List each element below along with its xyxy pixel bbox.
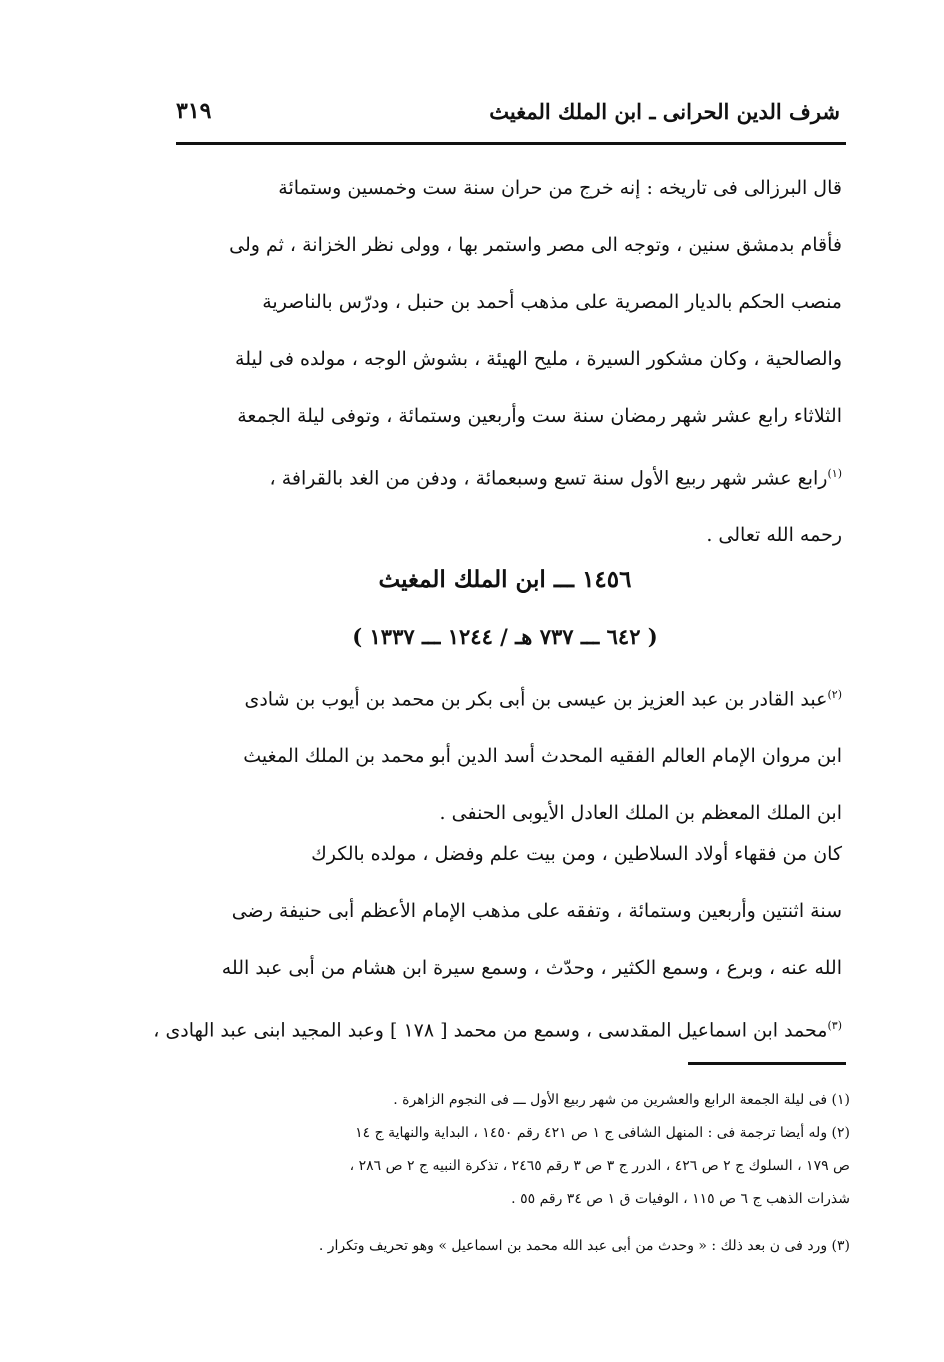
footnote-1: (١) فى ليلة الجمعة الرابع والعشرين من شهر ربيع الأول ـــ فى النجوم الزاهرة . — [393, 1092, 850, 1108]
entry-paragraph-1 — [168, 666, 842, 842]
entry-paragraph-2 — [153, 826, 842, 1059]
footnote-ref: (١) — [827, 467, 842, 480]
entry-title: ١٤٥٦ ـــ ابن الملك المغيث — [378, 566, 632, 593]
running-title: شرف الدين الحرانى ـ ابن الملك المغيث — [489, 98, 840, 124]
entry-dates: ( ٦٤٢ ـــ ٧٣٧ هـ / ١٢٤٤ ـــ ١٣٣٧ ) — [352, 624, 658, 649]
text-line: والصالحية ، وكان مشكور السيرة ، مليح الهيئة ، بشوش الوجه ، مولده فى ليلة — [235, 348, 842, 370]
header-rule — [176, 142, 846, 145]
footnotes — [200, 1084, 850, 1263]
text-line: $^{(١)}$رابع عشر شهر ربيع الأول سنة تسع وسبعمائة ، ودفن من الغد بالقرافة ، — [269, 467, 842, 490]
text-line: فأقام بدمشق سنين ، وتوجه الى مصر واستمر بها ، وولى نظر الخزانة ، ثم ولى — [229, 234, 842, 256]
footnote-rule — [688, 1062, 846, 1065]
text-line: رحمه الله تعالى . — [706, 524, 842, 547]
text-line: $^{(٢)}$عبد القادر بن عبد العزيز بن عيسى بن أبى بكر بن محمد بن أيوب بن شادى — [244, 688, 842, 711]
page-header — [176, 92, 840, 130]
text-line: كان من فقهاء أولاد السلاطين ، ومن بيت علم وفضل ، مولده بالكرك — [311, 843, 842, 865]
text-line: الله عنه ، وبرع ، وسمع الكثير ، وحدّث ، وسمع سيرة ابن هشام من أبى عبد الله — [221, 957, 842, 979]
footnote-2-continued: ص ١٧٩ ، السلوك ج ٢ ص ٤٢٦ ، الدرر ج ٣ ص ٣ رقم ٢٤٦٥ ، تذكرة النبيه ج ٢ ص ٢٨٦ ، — [349, 1158, 850, 1174]
text-line: ابن مروان الإمام العالم الفقيه المحدث أسد الدين أبو محمد بن الملك المغيث — [243, 745, 842, 768]
text-line: ابن الملك المعظم بن الملك العادل الأيوبى الحنفى . — [439, 802, 842, 825]
text-line: $^{(٣)}$محمد ابن اسماعيل المقدسى ، وسمع من محمد [ ١٧٨ ] وعبد المجيد ابنى عبد الهادى ، — [153, 1019, 842, 1042]
text-line: سنة اثنتين وأربعين وستمائة ، وتفقه على مذهب الإمام الأعظم أبى حنيفة رضى — [231, 900, 842, 922]
footnote-ref: (٢) — [827, 688, 842, 701]
footnote-ref: (٣) — [827, 1019, 842, 1032]
footnote-3: (٣) ورد فى ن بعد ذلك : « وحدث من أبى عبد الله محمد بن اسماعيل » وهو تحريف وتكرار . — [318, 1238, 850, 1254]
previous-entry-text — [168, 160, 842, 564]
page-number: ٣١٩ — [176, 98, 212, 124]
text-line: قال البرزالى فى تاريخه : إنه خرج من حران سنة ست وخمسين وستمائة — [278, 177, 842, 199]
text-line: منصب الحكم بالديار المصرية على مذهب أحمد بن حنبل ، ودرّس بالناصرية — [262, 291, 842, 313]
footnote-2-continued: شذرات الذهب ج ٦ ص ١١٥ ، الوفيات ق ١ ص ٣٤ رقم ٥٥ . — [511, 1191, 850, 1207]
text-line: الثلاثاء رابع عشر شهر رمضان سنة ست وأربعين وستمائة ، وتوفى ليلة الجمعة — [237, 405, 842, 427]
footnote-2: (٢) وله أيضا ترجمة فى : المنهل الشافى ج ١ ص ٤٢١ رقم ١٤٥٠ ، البداية والنهاية ج ١٤ — [355, 1125, 850, 1141]
